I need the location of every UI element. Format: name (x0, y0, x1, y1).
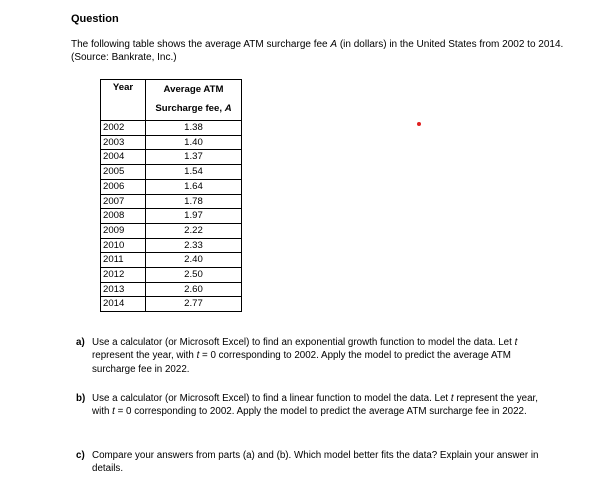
table-row (101, 282, 242, 297)
year-cell: 2007 (101, 194, 146, 209)
table-body (101, 121, 242, 312)
table-row (101, 194, 242, 209)
fee-cell: 1.38 (146, 121, 242, 136)
table-row (101, 253, 242, 268)
table-header-row (101, 80, 242, 121)
table-row (101, 223, 242, 238)
table-row (101, 165, 242, 180)
question-b-text-2: represent the year, with (92, 393, 539, 418)
year-cell: 2013 (101, 282, 146, 297)
fee-column-header (146, 80, 242, 121)
fee-cell: 1.64 (146, 179, 242, 194)
year-cell: 2012 (101, 268, 146, 283)
question-b-text-1: Use a calculator (or Microsoft Excel) to find a linear function to model the data. Let (92, 393, 451, 404)
year-cell: 2011 (101, 253, 146, 268)
question-b-var-1: t (450, 393, 454, 404)
table-row (101, 297, 242, 312)
fee-cell: 1.97 (146, 209, 242, 224)
question-b (76, 392, 546, 419)
question-a-var-1: t (514, 337, 518, 348)
fee-cell: 1.54 (146, 165, 242, 180)
year-column-header: Year (101, 80, 146, 121)
question-c (76, 449, 546, 476)
red-dot-marker (417, 122, 421, 126)
question-a-label: a) (76, 337, 85, 348)
table-row (101, 179, 242, 194)
fee-cell: 1.78 (146, 194, 242, 209)
fee-header-variable: A (224, 103, 232, 114)
question-a-text-2: represent the year, with (92, 350, 197, 362)
year-cell: 2004 (101, 150, 146, 165)
question-a-text-1: Use a calculator (or Microsoft Excel) to find an exponential growth function to model the data. Let (92, 337, 515, 348)
fee-cell: 2.77 (146, 297, 242, 312)
intro-text-1: The following table shows the average ATM surcharge fee (71, 39, 331, 50)
table-row (101, 238, 242, 253)
fee-cell: 2.22 (146, 223, 242, 238)
table-row (101, 209, 242, 224)
fee-cell: 1.40 (146, 135, 242, 150)
question-a (76, 336, 546, 376)
question-heading: Question (71, 13, 119, 25)
intro-variable: A (330, 39, 338, 50)
question-c-text: Compare your answers from parts (a) and (b). Which model better fits the data? Explain your answer in details. (92, 450, 539, 475)
question-b-label: b) (76, 393, 86, 404)
year-cell: 2003 (101, 135, 146, 150)
atm-fee-table (100, 79, 242, 312)
fee-cell: 2.50 (146, 268, 242, 283)
question-a-text (92, 336, 546, 376)
intro-paragraph (71, 38, 571, 64)
question-a-var-2: t (196, 350, 200, 362)
intro-text-2: (in dollars) in the United States from 2002 to 2014. (Source: Bankrate, Inc.) (71, 39, 564, 63)
year-cell: 2010 (101, 238, 146, 253)
year-cell: 2014 (101, 297, 146, 312)
fee-header-line2: Surcharge fee, (155, 103, 225, 114)
year-cell: 2008 (101, 209, 146, 224)
fee-cell: 2.33 (146, 238, 242, 253)
question-c-label: c) (76, 450, 85, 461)
fee-cell: 2.60 (146, 282, 242, 297)
year-cell: 2006 (101, 179, 146, 194)
question-b-text (92, 392, 546, 419)
fee-cell: 2.40 (146, 253, 242, 268)
question-a-text-3: = 0 corresponding to 2002. Apply the model to predict the average ATM surcharge fee in 2022. (92, 350, 511, 375)
year-cell: 2002 (101, 121, 146, 136)
table-row (101, 150, 242, 165)
question-b-text-3: = 0 corresponding to 2002. Apply the model to predict the average ATM surcharge fee in 2022. (114, 406, 527, 418)
table-row (101, 268, 242, 283)
fee-cell: 1.37 (146, 150, 242, 165)
question-b-var-2: t (112, 406, 115, 418)
table-row (101, 135, 242, 150)
year-cell: 2009 (101, 223, 146, 238)
fee-header-line1: Average ATM (163, 84, 224, 95)
year-cell: 2005 (101, 165, 146, 180)
table-row (101, 121, 242, 136)
